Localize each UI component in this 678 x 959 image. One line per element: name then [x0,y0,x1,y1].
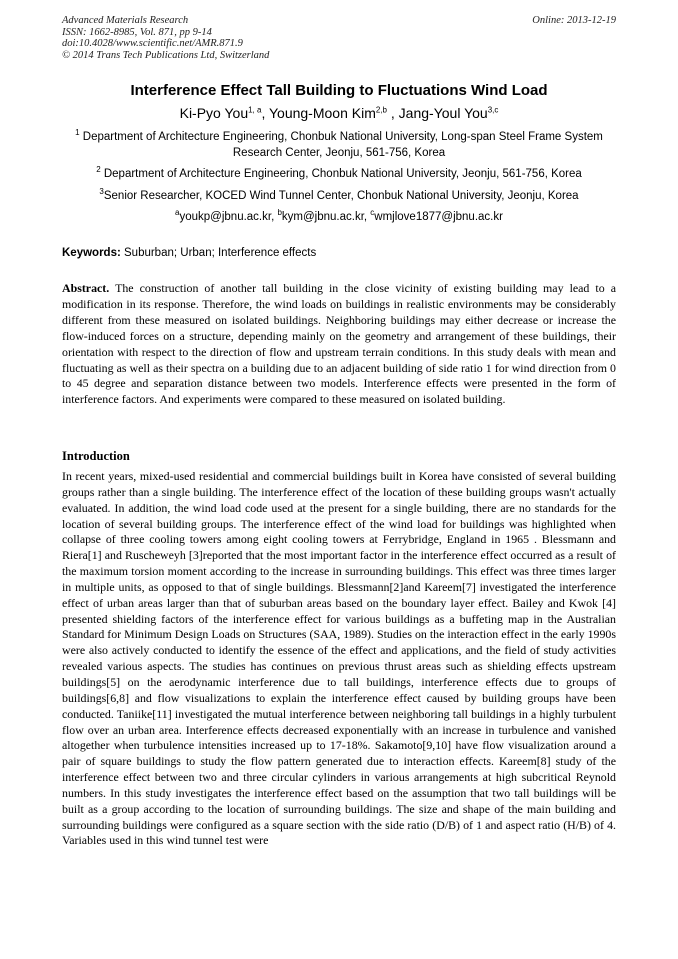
affiliation-superscript: 2 [96,165,101,175]
abstract-text: The construction of another tall building in the close vicinity of existing building may lead to a modification in its response. Therefore, the wind loads on buildings in realistic environments may be considerably different from these measured on isolated buildings. Neighboring buildings may either decrease or increase the flow-induced forces on a structure, depending mainly on the geometry and arrangement of these buildings, their orientation with respect to the direction of flow and upstream terrain conditions. In this study deals with mean and fluctuating as well as their spectra on a building due to an adjacent building of side ratio 1 for wind direction from 0 to 45 degree and separation distance between two models. Interference effects were presented in the form of interference factors. And experiments were compared to these measured on isolated building. [62,281,616,407]
copyright-line: © 2014 Trans Tech Publications Ltd, Switzerland [62,49,270,61]
doi-line: doi:10.4028/www.scientific.net/AMR.871.9 [62,38,243,50]
keywords-text: Suburban; Urban; Interference effects [124,247,317,259]
keywords [62,246,616,261]
author-name: Jang-Youl You [398,105,488,121]
affiliation-2 [62,167,616,183]
author-superscript: 2,b [375,105,387,115]
affiliation-3 [62,189,616,205]
paper-title: Interference Effect Tall Building to Fluctuations Wind Load [130,82,548,99]
keywords-label: Keywords: [62,247,121,259]
journal-header [62,15,422,61]
affiliation-superscript: 1 [75,128,80,138]
affiliation-text: Department of Architecture Engineering, Chonbuk National University, Long-span Steel Frame System Research Center, Jeonju, 561-756, Korea [82,131,603,159]
affiliation-superscript: 3 [99,187,104,197]
affiliation-1 [62,130,616,161]
email-list: $^a$youkp@jbnu.ac.kr, $^b$kym@jbnu.ac.kr, $^c$wmjlove1877@jbnu.ac.kr [175,208,503,223]
email-link[interactable]: youkp@jbnu.ac.kr [179,211,272,223]
affiliation-text: Senior Researcher, KOCED Wind Tunnel Center, Chonbuk National University, Jeonju, Korea [103,190,579,202]
email-superscript: c [370,208,375,218]
journal-name: Advanced Materials Research [62,15,189,26]
issn-line: ISSN: 1662-8985, Vol. 871, pp 9-14 [62,26,212,38]
affiliation-text: Department of Architecture Engineering, Chonbuk National University, Jeonju, 561-756, Korea [103,168,582,180]
email-superscript: a [175,208,180,218]
author-list: Ki-Pyo You$^{1, a}$, Young-Moon Kim$^{2,b}$ , Jang-Youl You$^{3,c}$ [179,105,499,121]
author-name: Ki-Pyo You [179,105,249,121]
author-superscript: 3,c [487,105,499,115]
abstract [62,281,616,408]
introduction-body: In recent years, mixed-used residential and commercial buildings built in Korea have consisted of several building groups rather than a single building. The interference effect of the location of these building groups wasn't actually evaluated. In addition, the wind load code used at the present for a single building, there are no standards for the location of several building groups. The interference effect of the wind load for buildings was highlighted when collapse of three cooling towers among eight cooling towers at Ferrybridge, England in 1965 . Blessmann and Riera[1] and Ruscheweyh [3]reported that the most important factor in the interference effect occurred as a result of the maximum torsion moment according to the increase in surrounding buildings. This effect was three times larger in multiple units, as opposed to that of single buildings. Blessmann[2]and Kareem[7] investigated the interference effect of urban areas larger than that of suburban areas based on the boundary layer effect. Bailey and Kwok [4] presented shielding factors of the interference effect for various buildings as a buffeting map in the Australian Standard for Minimum Design Loads on Structures (SAA, 1989). Studies on the interaction effect in the early 1990s were also actively conducted to identify the essence of the effect and applications, and the field of study activities revealed various aspects. The studies has continues on previous thrust areas such as shielding effects upstream buildings[5] on the aerodynamic interference due to tall buildings, interference effects due to groups of buildings[6,8] and flow visualizations to explain the interference effect caused by building groups have been conducted. Taniike[11] investigated the mutual interference between neighboring tall buildings in a highly turbulent flow over an urban area. Interference effects decreased exponentially with an increase in turbulence and vanished altogether when turbulence intensities increased up to 17-18%. Sakamoto[9,10] have flow visualization around a pair of square buildings to study the flow pattern generated due to interaction effects. Kareem[8] study of the interference effect between two and three circular cylinders in various arrangements at high subcritical Reynold numbers. In this study investigates the interference effect based on the assumption that two tall buildings will be built as a group according to the location of surrounding buildings. The size and shape of the main building and surrounding buildings were configured as a square section with the side ratio (D/B) of 1 and aspect ratio (H/B) of 4. Variables used in this wind tunnel test were [62,469,616,848]
abstract-label: Abstract. [62,281,110,295]
online-date: Online: 2013-12-19 [532,15,616,26]
email-link[interactable]: kym@jbnu.ac.kr [281,211,364,223]
author-name: Young-Moon Kim [268,105,376,121]
email-superscript: b [277,208,282,218]
section-heading: Introduction [62,449,130,463]
email-link[interactable]: wmjlove1877@jbnu.ac.kr [374,211,503,223]
author-superscript: 1, a [248,105,262,115]
